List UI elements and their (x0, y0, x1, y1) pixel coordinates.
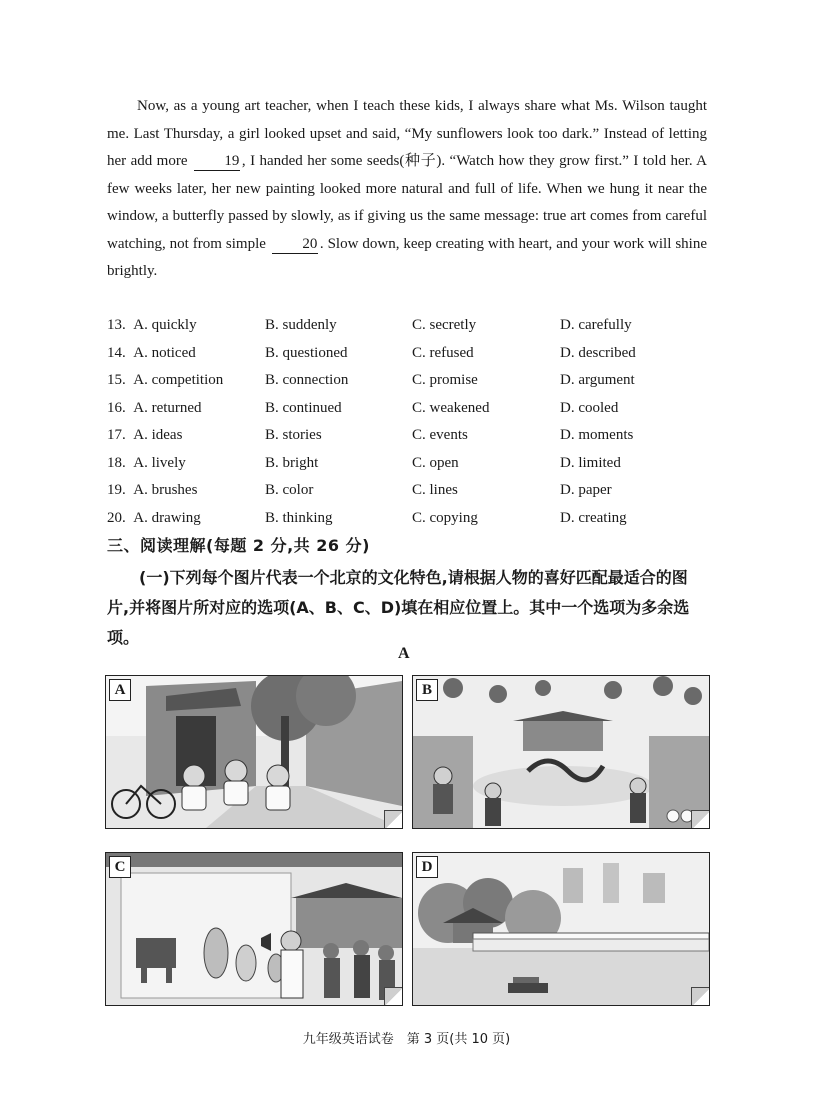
section-instructions: (一)下列每个图片代表一个北京的文化特色,请根据人物的喜好匹配最适合的图片,并将图片所对应的选项(A、B、C、D)填在相应位置上。其中一个选项为多余选项。 (107, 568, 690, 647)
question-row (107, 505, 727, 533)
passage-paragraph (107, 93, 707, 286)
option-c: C. copying (412, 509, 478, 526)
option-c: C. lines (412, 482, 458, 498)
option-b: B. bright (265, 454, 319, 471)
option-a: 15. A. competition (107, 372, 224, 388)
page-curl-decoration (691, 810, 710, 829)
option-c: C. events (412, 427, 468, 443)
option-a: 13. A. quickly (107, 317, 197, 333)
question-row (107, 340, 727, 368)
option-b: B. color (265, 482, 314, 498)
answer-options (107, 312, 727, 532)
passage-text-1: Now, as a young art teacher, when I teach these kids, I always share what Ms. Wilson taught me. Last Thursday, a girl looked upset and said, “My sunflowers look too dark.” Instead of letting her add more (107, 98, 707, 169)
hutong-scene-illustration (106, 676, 402, 828)
picture-tag: A (109, 679, 131, 701)
option-c: C. secretly (412, 317, 477, 333)
option-d: D. cooled (560, 399, 619, 416)
blank-20: 20 (272, 235, 318, 254)
question-row (107, 367, 727, 395)
option-b: B. connection (265, 372, 349, 388)
page-curl-decoration (691, 987, 710, 1006)
page-curl-decoration (384, 810, 403, 829)
option-a: 14. A. noticed (107, 344, 196, 361)
option-a: 20. A. drawing (107, 509, 201, 526)
option-c: C. open (412, 454, 459, 471)
option-b: B. stories (265, 427, 322, 443)
option-a: 17. A. ideas (107, 427, 183, 443)
summer-palace-illustration (413, 853, 709, 1005)
option-d: D. argument (560, 372, 635, 388)
reading-passage (107, 93, 707, 286)
page-footer: 九年级英语试卷 第 3 页(共 10 页) (302, 1032, 511, 1047)
museum-illustration (106, 853, 402, 1005)
page-curl-decoration (384, 987, 403, 1006)
picture-tag: C (109, 856, 131, 878)
picture-a-hutong (105, 675, 403, 829)
picture-b-temple-fair (412, 675, 710, 829)
option-d: D. carefully (560, 317, 632, 333)
option-a: 16. A. returned (107, 399, 202, 416)
question-row (107, 477, 727, 505)
option-d: D. creating (560, 509, 627, 526)
blank-19: 19 (194, 152, 240, 171)
picture-d-summer-palace (412, 852, 710, 1006)
option-b: B. thinking (265, 509, 333, 526)
picture-tag: D (416, 856, 438, 878)
passage-text-3: . Slow down, keep creating with heart, and your work will shine brightly. (107, 235, 708, 279)
option-b: B. suddenly (265, 317, 337, 333)
option-d: D. moments (560, 427, 634, 443)
question-row (107, 450, 727, 478)
option-b: B. questioned (265, 344, 348, 361)
question-row (107, 312, 727, 340)
option-b: B. continued (265, 399, 342, 416)
passage-text-2: , I handed her some seeds(种子). “Watch how they grow first.” I told her. A few weeks later, her new painting looked more natural and full of life. When we hung it near the window, a butterfly passed by slowly, as if giving us the same message: true art comes from careful watching, not from simple (107, 153, 707, 252)
question-row (107, 395, 727, 423)
section-title: 三、阅读理解(每题 2 分,共 26 分) (107, 536, 370, 555)
figure-label: A (398, 645, 410, 662)
option-a: 19. A. brushes (107, 482, 198, 498)
temple-fair-illustration (413, 676, 709, 828)
option-d: D. limited (560, 454, 621, 471)
option-c: C. refused (412, 344, 474, 361)
question-row (107, 422, 727, 450)
option-a: 18. A. lively (107, 454, 186, 471)
option-c: C. weakened (412, 399, 490, 416)
option-c: C. promise (412, 372, 478, 388)
picture-c-museum (105, 852, 403, 1006)
option-d: D. paper (560, 482, 612, 498)
picture-tag: B (416, 679, 438, 701)
option-d: D. described (560, 344, 636, 361)
